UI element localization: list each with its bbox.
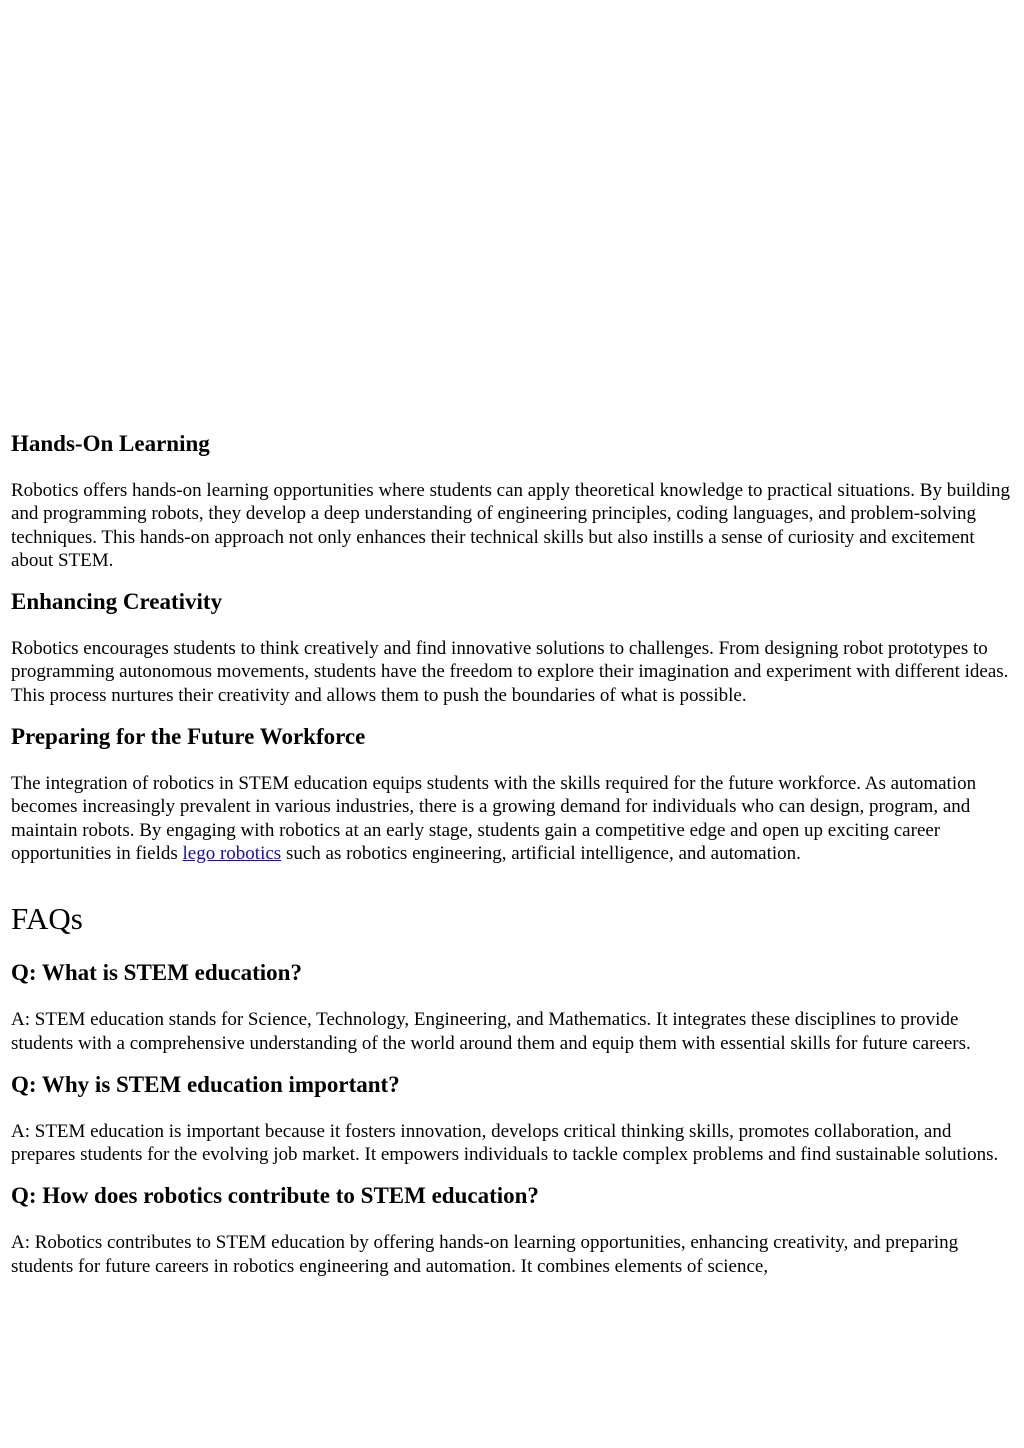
lego-robotics-link[interactable]: lego robotics [182, 842, 282, 864]
section-heading-hands-on-learning: Hands-On Learning [11, 431, 210, 456]
blank-space [11, 0, 1011, 430]
faqs-heading: FAQs [11, 901, 83, 937]
faq-question: Q: Why is STEM education important? [11, 1071, 400, 1097]
section-paragraph-future-workforce [11, 772, 1011, 865]
section-heading-enhancing-creativity: Enhancing Creativity [11, 589, 223, 615]
faq-answer: A: STEM education is important because it fosters innovation, develops critical thinking skills, promotes collaboration, and prepares students for the evolving job market. It empowers individuals to tackle complex problems and find sustainable solutions. [11, 1120, 999, 1166]
faq-answer: A: Robotics contributes to STEM education by offering hands-on learning opportunities, enhancing creativity, and preparing students for future careers in robotics engineering and automation. It combines elements of science, [11, 1232, 959, 1277]
paragraph-text-after-link: such as robotics engineering, artificial intelligence, and automation. [281, 842, 801, 864]
faq-question: Q: How does robotics contribute to STEM education? [11, 1183, 539, 1209]
paragraph-text-before-link: The integration of robotics in STEM education equips students with the skills required for the future workforce. As automation becomes increasingly prevalent in various industries, there is a growing demand for individuals who can design, program, and maintain robots. By engaging with robotics at an early stage, students gain a competitive edge and open up exciting career opportunities in fields [11, 773, 977, 864]
faq-question: Q: What is STEM education? [11, 960, 302, 986]
section-heading-future-workforce: Preparing for the Future Workforce [11, 724, 366, 750]
document-page [11, 0, 1011, 1278]
section-paragraph-enhancing-creativity: Robotics encourages students to think creatively and find innovative solutions to challenges. From designing robot prototypes to programming autonomous movements, students have the freedom to explore their imagination and experiment with different ideas. This process nurtures their creativity and allows them to push the boundaries of what is possible. [11, 638, 1009, 706]
section-paragraph-hands-on-learning: Robotics offers hands-on learning opportunities where students can apply theoretical knowledge to practical situations. By building and programming robots, they develop a deep understanding of engineering principles, coding languages, and problem-solving techniques. This hands-on approach not only enhances their technical skills but also instills a sense of curiosity and excitement about STEM. [11, 480, 1011, 571]
faq-answer: A: STEM education stands for Science, Technology, Engineering, and Mathematics. It integrates these disciplines to provide students with a comprehensive understanding of the world around them and equip them with essential skills for future careers. [11, 1009, 971, 1054]
